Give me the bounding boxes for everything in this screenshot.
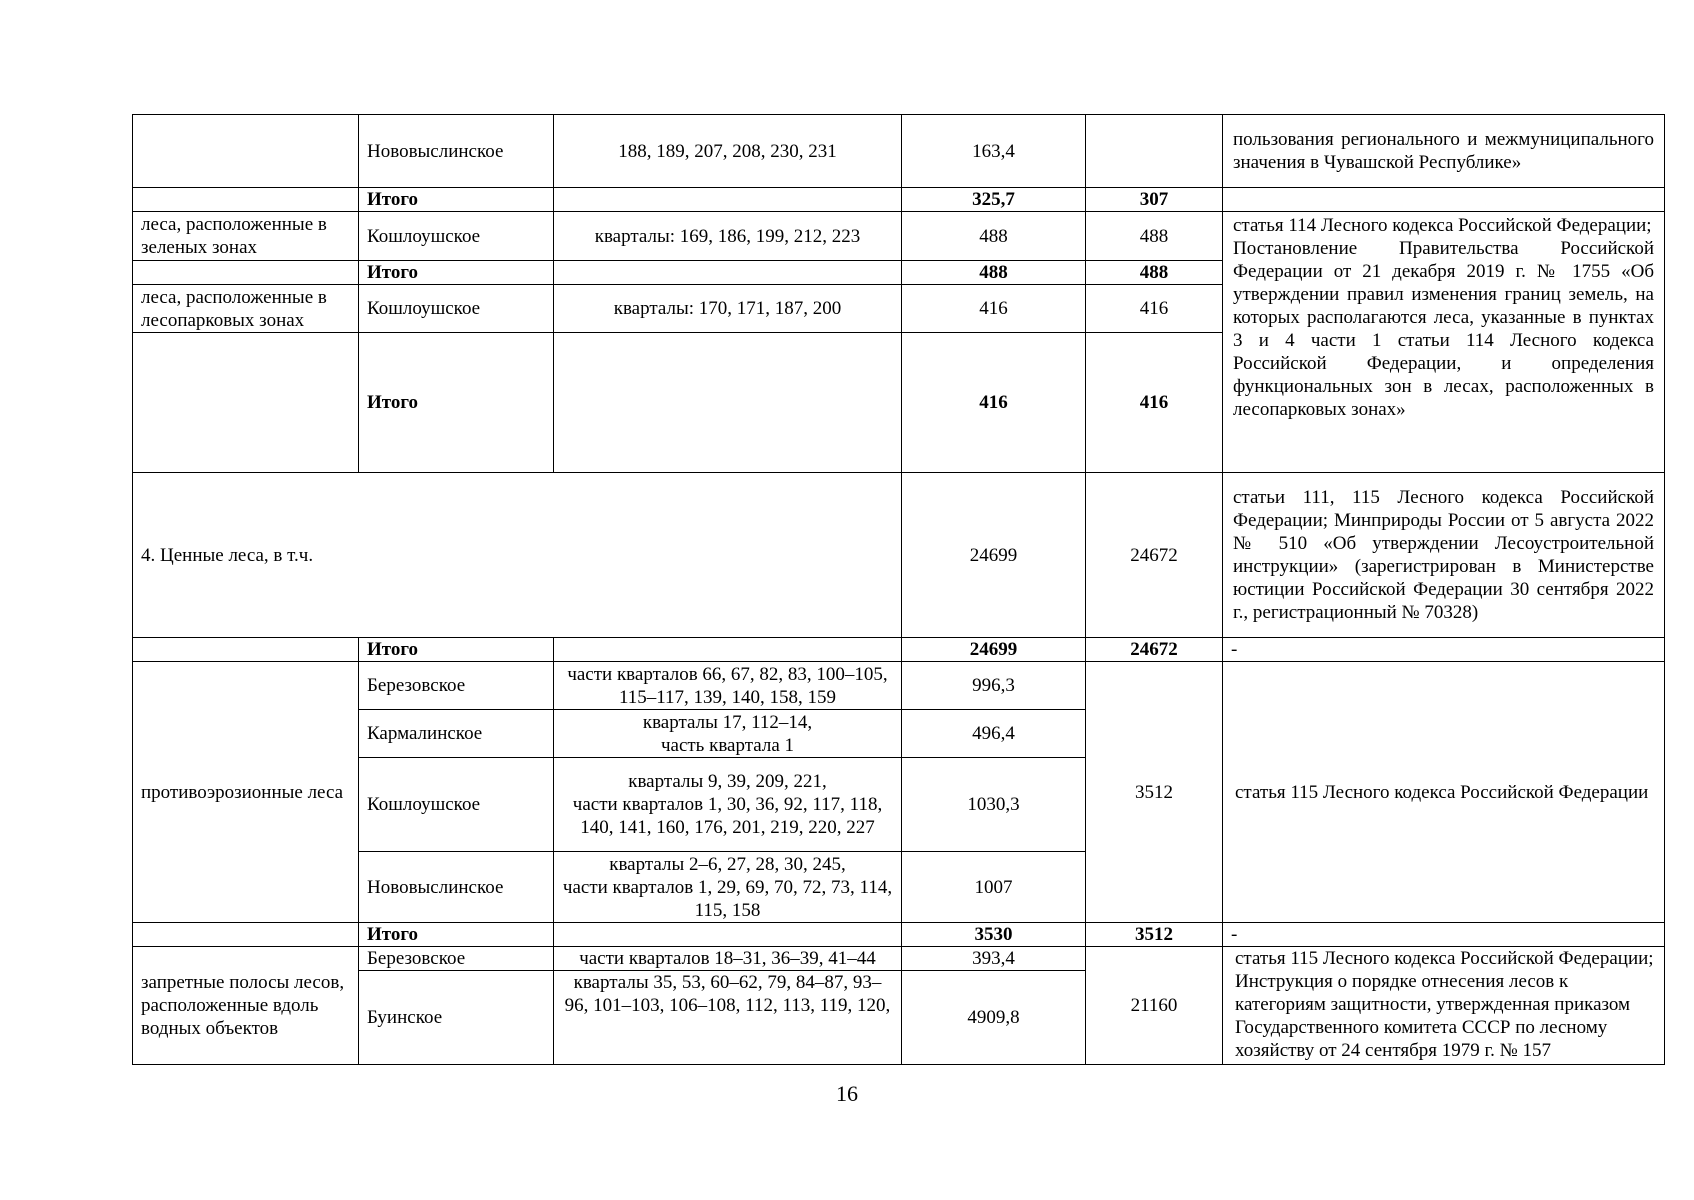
quarters-cell [554, 638, 902, 662]
quarters-cell [554, 333, 902, 473]
total-label: Итого [359, 638, 554, 662]
area-cell: 496,4 [902, 710, 1086, 758]
category-cell: запретные полосы лесов, расположенные вдоль водных объектов [133, 947, 359, 1065]
table-row [133, 473, 1665, 638]
table-row [133, 212, 1665, 261]
quarters-cell [554, 923, 902, 947]
legal-basis-cell: статьи 111, 115 Лесного кодекса Российской Федерации; Минприроды России от 5 августа 2022 № 510 «Об утверждении Лесоустроительной инструкции» (зарегистрирован в Министерстве юстиции Российской Федерации 30 сентября 2022 г., регистрационный № 70328) [1223, 473, 1665, 638]
legal-basis-cell: - [1223, 638, 1665, 662]
quarters-cell: кварталы 35, 53, 60–62, 79, 84–87, 93–96, 101–103, 106–108, 112, 113, 119, 120, [554, 971, 902, 1065]
total-area2: 307 [1086, 188, 1223, 212]
area-cell: 4909,8 [902, 971, 1086, 1065]
quarters-cell: кварталы 9, 39, 209, 221, части кварталов 1, 30, 36, 92, 117, 118, 140, 141, 160, 176, 201, 219, 220, 227 [554, 758, 902, 852]
quarters-cell: части кварталов 18–31, 36–39, 41–44 [554, 947, 902, 971]
area-cell: 163,4 [902, 115, 1086, 188]
total-area: 24699 [902, 638, 1086, 662]
total-area2: 24672 [1086, 638, 1223, 662]
table-row [133, 115, 1665, 188]
quarters-cell [554, 261, 902, 285]
legal-basis-cell: пользования регионального и межмуниципального значения в Чувашской Республике» [1223, 115, 1665, 188]
subject-cell: Березовское [359, 947, 554, 971]
subject-cell: Нововыслинское [359, 115, 554, 188]
subject-cell: Березовское [359, 662, 554, 710]
category-cell [133, 188, 359, 212]
total-area: 325,7 [902, 188, 1086, 212]
table-row [133, 662, 1665, 710]
area-cell: 996,3 [902, 662, 1086, 710]
area2-cell: 416 [1086, 285, 1223, 333]
quarters-cell: 188, 189, 207, 208, 230, 231 [554, 115, 902, 188]
category-cell: противоэрозионные леса [133, 662, 359, 923]
quarters-cell: кварталы: 169, 186, 199, 212, 223 [554, 212, 902, 261]
category-cell [133, 333, 359, 473]
subject-cell: Кошлоушское [359, 758, 554, 852]
area-cell: 488 [902, 212, 1086, 261]
subject-cell: Нововыслинское [359, 852, 554, 923]
total-area: 3530 [902, 923, 1086, 947]
total-area2: 416 [1086, 333, 1223, 473]
total-area: 488 [902, 261, 1086, 285]
category-cell: леса, расположенные в зеленых зонах [133, 212, 359, 261]
category-cell: леса, расположенные в лесопарковых зонах [133, 285, 359, 333]
total-label: Итого [359, 188, 554, 212]
area2-cell: 21160 [1086, 947, 1223, 1065]
area-cell: 1030,3 [902, 758, 1086, 852]
total-label: Итого [359, 261, 554, 285]
area2-cell [1086, 115, 1223, 188]
legal-basis-cell: статья 115 Лесного кодекса Российской Федерации; Инструкция о порядке отнесения лесов к категориям защитности, утвержденная приказом Государственного комитета СССР по лесному хозяйству от 24 сентября 1979 г. № 157 [1223, 947, 1665, 1065]
quarters-cell: кварталы: 170, 171, 187, 200 [554, 285, 902, 333]
area-cell: 416 [902, 285, 1086, 333]
total-area2: 488 [1086, 261, 1223, 285]
subject-cell: Кармалинское [359, 710, 554, 758]
table-row [133, 923, 1665, 947]
table-row [133, 947, 1665, 971]
category-cell [133, 923, 359, 947]
area2-cell: 3512 [1086, 662, 1223, 923]
table-row [133, 638, 1665, 662]
category-cell [133, 115, 359, 188]
legal-basis-cell: статья 114 Лесного кодекса Российской Федерации; Постановление Правительства Российской Федерации от 21 декабря 2019 г. № 1755 «Об утверждении правил изменения границ земель, на которых располагаются леса, указанные в пунктах 3 и 4 части 1 статьи 114 Лесного кодекса Российской Федерации, и определения функциональных зон в лесах, расположенных в лесопарковых зонах» [1223, 212, 1665, 473]
quarters-cell: кварталы 2–6, 27, 28, 30, 245, части кварталов 1, 29, 69, 70, 72, 73, 114, 115, 158 [554, 852, 902, 923]
area-cell: 24699 [902, 473, 1086, 638]
quarters-cell: части кварталов 66, 67, 82, 83, 100–105, 115–117, 139, 140, 158, 159 [554, 662, 902, 710]
quarters-cell [554, 188, 902, 212]
legal-basis-cell: - [1223, 923, 1665, 947]
category-cell: 4. Ценные леса, в т.ч. [133, 473, 902, 638]
page-number: 16 [836, 1081, 858, 1106]
category-cell [133, 638, 359, 662]
total-label: Итого [359, 923, 554, 947]
table-row [133, 188, 1665, 212]
legal-basis-cell: статья 115 Лесного кодекса Российской Федерации [1223, 662, 1665, 923]
total-label: Итого [359, 333, 554, 473]
subject-cell: Кошлоушское [359, 212, 554, 261]
subject-cell: Кошлоушское [359, 285, 554, 333]
legal-basis-cell [1223, 188, 1665, 212]
total-area: 416 [902, 333, 1086, 473]
total-area2: 3512 [1086, 923, 1223, 947]
forest-protection-table [132, 114, 1665, 1065]
category-cell [133, 261, 359, 285]
area-cell: 393,4 [902, 947, 1086, 971]
subject-cell: Буинское [359, 971, 554, 1065]
area-cell: 1007 [902, 852, 1086, 923]
quarters-cell: кварталы 17, 112–14, часть квартала 1 [554, 710, 902, 758]
area2-cell: 24672 [1086, 473, 1223, 638]
area2-cell: 488 [1086, 212, 1223, 261]
